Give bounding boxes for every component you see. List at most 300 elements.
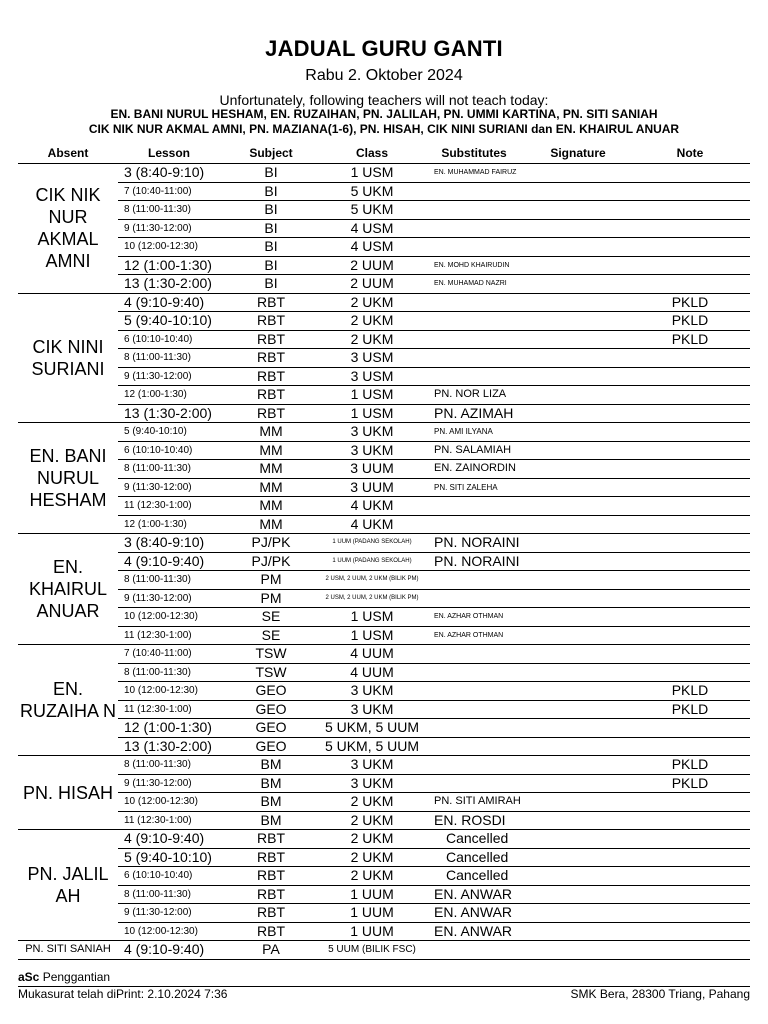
table-body [18, 164, 750, 960]
table-row [18, 793, 750, 812]
substitute-cell: EN. AZHAR OTHMAN [422, 626, 526, 645]
table-row [18, 312, 750, 331]
subject-cell: MM [220, 515, 322, 534]
lesson-cell: 12 (1:00-1:30) [118, 515, 220, 534]
table-row [18, 774, 750, 793]
table-row [18, 349, 750, 368]
class-cell: 3 USM [322, 349, 422, 368]
class-cell: 2 USM, 2 UUM, 2 UKM (BILIK PM) [322, 571, 422, 590]
substitute-cell: PN. SALAMIAH [422, 441, 526, 460]
note-cell [630, 423, 750, 442]
subject-cell: MM [220, 460, 322, 479]
class-cell: 1 USM [322, 386, 422, 405]
col-header-class: Class [322, 143, 422, 164]
substitute-cell [422, 312, 526, 331]
note-cell [630, 663, 750, 682]
subject-cell: BM [220, 774, 322, 793]
col-header-substitutes: Substitutes [422, 143, 526, 164]
class-cell: 1 USM [322, 608, 422, 627]
subject-cell: RBT [220, 349, 322, 368]
subject-cell: BM [220, 756, 322, 775]
signature-cell [526, 238, 630, 257]
signature-cell [526, 256, 630, 275]
subject-cell: BI [220, 238, 322, 257]
signature-cell [526, 182, 630, 201]
class-cell: 3 UKM [322, 682, 422, 701]
table-row [18, 552, 750, 571]
subject-cell: RBT [220, 885, 322, 904]
subject-cell: PA [220, 941, 322, 960]
table-row [18, 330, 750, 349]
substitute-cell [422, 330, 526, 349]
signature-cell [526, 645, 630, 664]
note-cell [630, 922, 750, 941]
subject-cell: BI [220, 219, 322, 238]
substitute-cell: EN. ANWAR [422, 922, 526, 941]
substitute-cell [422, 349, 526, 368]
signature-cell [526, 663, 630, 682]
substitute-cell: Cancelled [422, 867, 526, 886]
substitute-cell [422, 941, 526, 960]
lesson-cell: 8 (11:00-11:30) [118, 349, 220, 368]
lesson-cell: 8 (11:00-11:30) [118, 663, 220, 682]
table-row [18, 885, 750, 904]
lesson-cell: 6 (10:10-10:40) [118, 867, 220, 886]
lesson-cell: 11 (12:30-1:00) [118, 700, 220, 719]
col-header-absent: Absent [18, 143, 118, 164]
signature-cell [526, 219, 630, 238]
lesson-cell: 10 (12:00-12:30) [118, 793, 220, 812]
substitute-cell: EN. ANWAR [422, 885, 526, 904]
subject-cell: RBT [220, 867, 322, 886]
table-row [18, 904, 750, 923]
signature-cell [526, 793, 630, 812]
lesson-cell: 8 (11:00-11:30) [118, 571, 220, 590]
class-cell: 2 UKM [322, 330, 422, 349]
class-cell: 5 UKM [322, 201, 422, 220]
lesson-cell: 8 (11:00-11:30) [118, 885, 220, 904]
signature-cell [526, 293, 630, 312]
signature-cell [526, 700, 630, 719]
class-cell: 4 UUM [322, 663, 422, 682]
substitute-cell: Cancelled [422, 848, 526, 867]
col-header-note: Note [630, 143, 750, 164]
lesson-cell: 10 (12:00-12:30) [118, 922, 220, 941]
col-header-subject: Subject [220, 143, 322, 164]
note-cell [630, 552, 750, 571]
lesson-cell: 12 (1:00-1:30) [118, 256, 220, 275]
substitute-cell: PN. AZIMAH [422, 404, 526, 423]
subject-cell: MM [220, 441, 322, 460]
signature-cell [526, 848, 630, 867]
note-cell [630, 386, 750, 405]
signature-cell [526, 423, 630, 442]
class-cell: 4 UKM [322, 515, 422, 534]
lesson-cell: 3 (8:40-9:10) [118, 534, 220, 553]
lesson-cell: 11 (12:30-1:00) [118, 811, 220, 830]
subject-cell: RBT [220, 330, 322, 349]
table-row [18, 256, 750, 275]
note-cell [630, 478, 750, 497]
substitute-cell [422, 219, 526, 238]
absent-teacher-cell: CIK NIK NUR AKMAL AMNI [18, 164, 118, 294]
class-cell: 4 USM [322, 238, 422, 257]
substitute-cell [422, 201, 526, 220]
footer-brand-text: Penggantian [39, 970, 111, 984]
lesson-cell: 10 (12:00-12:30) [118, 608, 220, 627]
note-cell [630, 848, 750, 867]
lesson-cell: 5 (9:40-10:10) [118, 848, 220, 867]
table-row [18, 460, 750, 479]
signature-cell [526, 922, 630, 941]
table-row [18, 626, 750, 645]
lesson-cell: 12 (1:00-1:30) [118, 719, 220, 738]
note-cell [630, 349, 750, 368]
table-row [18, 589, 750, 608]
note-cell [630, 645, 750, 664]
signature-cell [526, 275, 630, 294]
note-cell [630, 534, 750, 553]
signature-cell [526, 534, 630, 553]
lesson-cell: 9 (11:30-12:00) [118, 478, 220, 497]
subject-cell: RBT [220, 904, 322, 923]
subject-cell: RBT [220, 830, 322, 849]
class-cell: 3 UKM [322, 756, 422, 775]
table-row [18, 608, 750, 627]
lesson-cell: 9 (11:30-12:00) [118, 904, 220, 923]
note-cell [630, 497, 750, 516]
table-row [18, 441, 750, 460]
table-row [18, 700, 750, 719]
class-cell: 3 UUM [322, 460, 422, 479]
class-cell: 2 UUM [322, 256, 422, 275]
class-cell: 2 UKM [322, 811, 422, 830]
substitute-cell: PN. SITI ZALEHA [422, 478, 526, 497]
class-cell: 2 USM, 2 UUM, 2 UKM (BILIK PM) [322, 589, 422, 608]
signature-cell [526, 571, 630, 590]
subject-cell: GEO [220, 737, 322, 756]
class-cell: 2 UKM [322, 867, 422, 886]
substitute-cell: PN. SITI AMIRAH [422, 793, 526, 812]
table-row [18, 201, 750, 220]
substitution-table [18, 143, 750, 960]
class-cell: 2 UKM [322, 793, 422, 812]
class-cell: 1 UUM [322, 922, 422, 941]
subject-cell: PJ/PK [220, 552, 322, 571]
note-cell [630, 201, 750, 220]
substitute-cell [422, 571, 526, 590]
table-row [18, 275, 750, 294]
note-cell [630, 793, 750, 812]
note-cell [630, 608, 750, 627]
lesson-cell: 12 (1:00-1:30) [118, 386, 220, 405]
lesson-cell: 9 (11:30-12:00) [118, 774, 220, 793]
signature-cell [526, 904, 630, 923]
class-cell: 4 UUM [322, 645, 422, 664]
footer-school: SMK Bera, 28300 Triang, Pahang [570, 987, 750, 1001]
lesson-cell: 9 (11:30-12:00) [118, 219, 220, 238]
signature-cell [526, 460, 630, 479]
note-cell [630, 589, 750, 608]
note-cell [630, 737, 750, 756]
lesson-cell: 9 (11:30-12:00) [118, 589, 220, 608]
footer-brand [18, 970, 110, 984]
signature-cell [526, 404, 630, 423]
subject-cell: RBT [220, 312, 322, 331]
lesson-cell: 4 (9:10-9:40) [118, 293, 220, 312]
note-cell [630, 460, 750, 479]
col-header-lesson: Lesson [118, 143, 220, 164]
substitute-cell [422, 737, 526, 756]
table-row [18, 830, 750, 849]
signature-cell [526, 941, 630, 960]
class-cell: 2 UKM [322, 312, 422, 331]
note-cell: PKLD [630, 700, 750, 719]
signature-cell [526, 367, 630, 386]
class-cell: 3 USM [322, 367, 422, 386]
note-cell [630, 238, 750, 257]
table-row [18, 386, 750, 405]
substitute-cell [422, 682, 526, 701]
class-cell: 1 USM [322, 404, 422, 423]
class-cell: 1 UUM [322, 885, 422, 904]
subject-cell: GEO [220, 682, 322, 701]
table-row [18, 719, 750, 738]
signature-cell [526, 719, 630, 738]
class-cell: 3 UKM [322, 423, 422, 442]
substitute-cell [422, 774, 526, 793]
subject-cell: RBT [220, 293, 322, 312]
subject-cell: RBT [220, 367, 322, 386]
signature-cell [526, 386, 630, 405]
subject-cell: GEO [220, 719, 322, 738]
subject-cell: RBT [220, 922, 322, 941]
note-cell [630, 811, 750, 830]
lesson-cell: 13 (1:30-2:00) [118, 737, 220, 756]
subject-cell: BM [220, 793, 322, 812]
table-row [18, 534, 750, 553]
absent-teacher-cell: PN. HISAH [18, 756, 118, 830]
note-cell: PKLD [630, 774, 750, 793]
table-row [18, 645, 750, 664]
note-cell [630, 867, 750, 886]
subject-cell: MM [220, 497, 322, 516]
table-row [18, 515, 750, 534]
signature-cell [526, 497, 630, 516]
substitute-cell: PN. NORAINI [422, 552, 526, 571]
footer-brand-bold: aSc [18, 970, 40, 984]
table-row [18, 848, 750, 867]
lesson-cell: 8 (11:00-11:30) [118, 460, 220, 479]
table-row [18, 867, 750, 886]
lesson-cell: 4 (9:10-9:40) [118, 941, 220, 960]
substitute-cell: PN. NOR LIZA [422, 386, 526, 405]
class-cell: 4 UKM [322, 497, 422, 516]
substitute-cell [422, 238, 526, 257]
page-date: Rabu 2. Oktober 2024 [305, 67, 463, 84]
note-cell: PKLD [630, 682, 750, 701]
signature-cell [526, 312, 630, 331]
absent-teacher-cell: PN. SITI SANIAH [18, 941, 118, 960]
class-cell: 1 UUM (PADANG SEKOLAH) [322, 552, 422, 571]
signature-cell [526, 626, 630, 645]
class-cell: 2 UKM [322, 830, 422, 849]
absent-teacher-cell: EN. BANI NURUL HESHAM [18, 423, 118, 534]
substitute-cell [422, 497, 526, 516]
table-header-row [18, 143, 750, 164]
subject-cell: GEO [220, 700, 322, 719]
class-cell: 5 UKM, 5 UUM [322, 737, 422, 756]
lesson-cell: 8 (11:00-11:30) [118, 756, 220, 775]
signature-cell [526, 201, 630, 220]
subject-cell: RBT [220, 386, 322, 405]
table-row [18, 922, 750, 941]
lesson-cell: 9 (11:30-12:00) [118, 367, 220, 386]
signature-cell [526, 515, 630, 534]
signature-cell [526, 811, 630, 830]
absent-names-line-1: EN. BANI NURUL HESHAM, EN. RUZAIHAN, PN. JALILAH, PN. UMMI KARTINA, PN. SITI SANIAH [110, 107, 658, 121]
class-cell: 2 UKM [322, 848, 422, 867]
substitute-cell [422, 645, 526, 664]
note-cell [630, 182, 750, 201]
subject-cell: PM [220, 571, 322, 590]
lesson-cell: 10 (12:00-12:30) [118, 238, 220, 257]
table-row [18, 182, 750, 201]
substitute-cell: EN. MUHAMAD NAZRI [422, 275, 526, 294]
table-row [18, 238, 750, 257]
subject-cell: RBT [220, 848, 322, 867]
class-cell: 5 UUM (BILIK FSC) [322, 941, 422, 960]
lesson-cell: 11 (12:30-1:00) [118, 626, 220, 645]
signature-cell [526, 885, 630, 904]
subject-cell: SE [220, 608, 322, 627]
class-cell: 1 UUM (PADANG SEKOLAH) [322, 534, 422, 553]
subject-cell: BM [220, 811, 322, 830]
lesson-cell: 3 (8:40-9:10) [118, 164, 220, 183]
substitute-cell: PN. AMI ILYANA [422, 423, 526, 442]
table-row [18, 293, 750, 312]
substitute-cell: EN. MUHAMMAD FAIRUZ [422, 164, 526, 183]
lesson-cell: 4 (9:10-9:40) [118, 552, 220, 571]
substitute-cell [422, 589, 526, 608]
note-cell [630, 885, 750, 904]
lesson-cell: 8 (11:00-11:30) [118, 201, 220, 220]
table-row [18, 811, 750, 830]
signature-cell [526, 552, 630, 571]
signature-cell [526, 830, 630, 849]
signature-cell [526, 349, 630, 368]
subject-cell: RBT [220, 404, 322, 423]
note-cell [630, 219, 750, 238]
lesson-cell: 7 (10:40-11:00) [118, 182, 220, 201]
note-cell [630, 404, 750, 423]
lesson-cell: 10 (12:00-12:30) [118, 682, 220, 701]
substitute-cell [422, 367, 526, 386]
signature-cell [526, 164, 630, 183]
substitute-cell [422, 293, 526, 312]
lesson-cell: 13 (1:30-2:00) [118, 275, 220, 294]
signature-cell [526, 867, 630, 886]
subject-cell: MM [220, 423, 322, 442]
signature-cell [526, 682, 630, 701]
lesson-cell: 13 (1:30-2:00) [118, 404, 220, 423]
class-cell: 3 UKM [322, 700, 422, 719]
subject-cell: PM [220, 589, 322, 608]
lesson-cell: 4 (9:10-9:40) [118, 830, 220, 849]
lesson-cell: 5 (9:40-10:10) [118, 423, 220, 442]
lesson-cell: 6 (10:10-10:40) [118, 441, 220, 460]
class-cell: 1 USM [322, 164, 422, 183]
note-cell: PKLD [630, 756, 750, 775]
table-row [18, 497, 750, 516]
subject-cell: BI [220, 201, 322, 220]
table-row [18, 367, 750, 386]
note-cell: PKLD [630, 330, 750, 349]
note-cell [630, 904, 750, 923]
note-cell [630, 367, 750, 386]
table-row [18, 478, 750, 497]
absent-teacher-cell: CIK NINI SURIANI [18, 293, 118, 423]
note-cell [630, 164, 750, 183]
subject-cell: SE [220, 626, 322, 645]
subject-cell: TSW [220, 663, 322, 682]
signature-cell [526, 608, 630, 627]
signature-cell [526, 756, 630, 775]
absent-teacher-cell: EN. KHAIRUL ANUAR [18, 534, 118, 645]
subject-cell: BI [220, 182, 322, 201]
lesson-cell: 7 (10:40-11:00) [118, 645, 220, 664]
page-title: JADUAL GURU GANTI [265, 36, 503, 61]
note-cell [630, 626, 750, 645]
class-cell: 3 UKM [322, 774, 422, 793]
absent-teacher-cell: PN. JALIL AH [18, 830, 118, 941]
note-cell: PKLD [630, 293, 750, 312]
class-cell: 4 USM [322, 219, 422, 238]
table-row [18, 164, 750, 183]
table-row [18, 571, 750, 590]
substitute-cell: EN. ANWAR [422, 904, 526, 923]
note-cell [630, 830, 750, 849]
table-row [18, 663, 750, 682]
subject-cell: PJ/PK [220, 534, 322, 553]
note-cell [630, 441, 750, 460]
substitute-cell [422, 515, 526, 534]
table-row [18, 941, 750, 960]
note-cell [630, 256, 750, 275]
col-header-signature: Signature [526, 143, 630, 164]
intro-text: Unfortunately, following teachers will not teach today: [219, 92, 549, 108]
substitute-cell: EN. ROSDI [422, 811, 526, 830]
note-cell [630, 941, 750, 960]
class-cell: 1 UUM [322, 904, 422, 923]
substitute-cell: EN. MOHD KHAIRUDIN [422, 256, 526, 275]
subject-cell: BI [220, 164, 322, 183]
substitute-cell: EN. ZAINORDIN [422, 460, 526, 479]
table-row [18, 756, 750, 775]
lesson-cell: 5 (9:40-10:10) [118, 312, 220, 331]
subject-cell: MM [220, 478, 322, 497]
class-cell: 5 UKM, 5 UUM [322, 719, 422, 738]
substitute-cell [422, 700, 526, 719]
signature-cell [526, 774, 630, 793]
substitute-cell: PN. NORAINI [422, 534, 526, 553]
absent-names-line-2: CIK NIK NUR AKMAL AMNI, PN. MAZIANA(1-6), PN. HISAH, CIK NINI SURIANI dan EN. KHAIRUL ANUAR [88, 122, 680, 136]
table-row [18, 423, 750, 442]
class-cell: 2 UKM [322, 293, 422, 312]
subject-cell: BI [220, 256, 322, 275]
substitute-cell [422, 719, 526, 738]
substitute-cell [422, 182, 526, 201]
